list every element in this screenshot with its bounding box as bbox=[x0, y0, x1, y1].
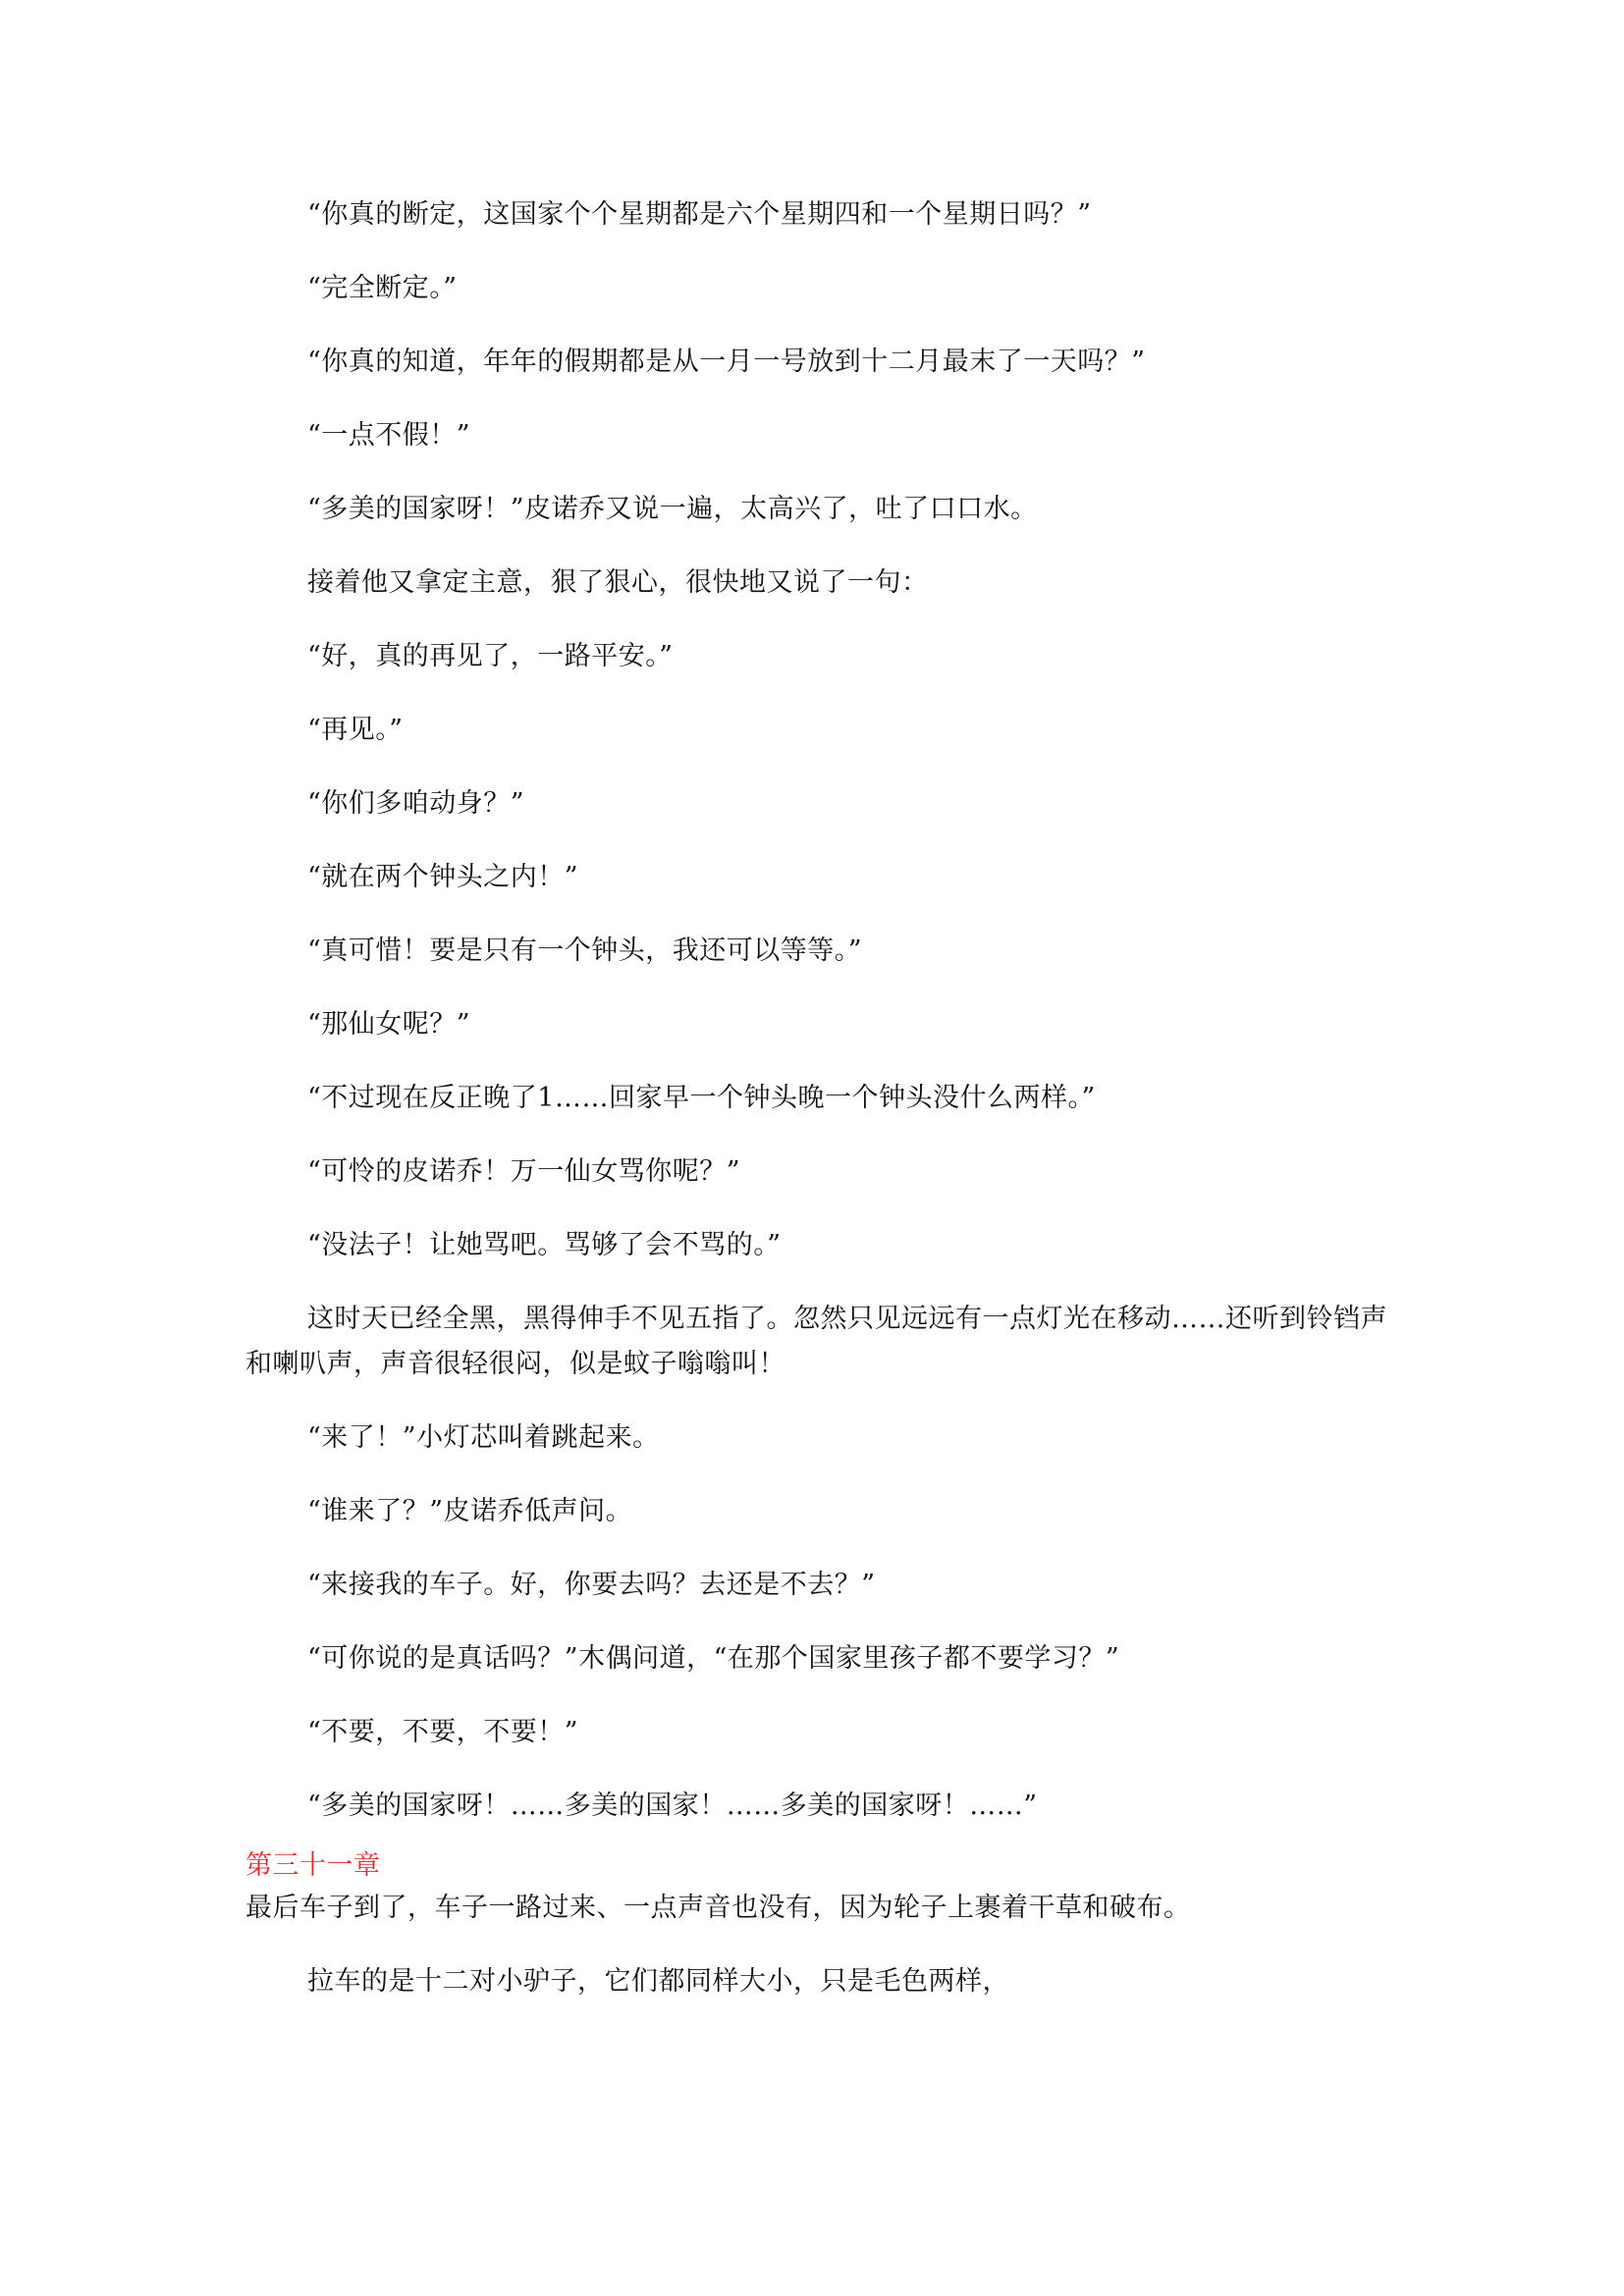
paragraph: “可怜的皮诺乔！万一仙女骂你呢？” bbox=[307, 1156, 741, 1187]
document-body bbox=[245, 192, 1394, 2033]
chapter-first-line: 最后车子到了，车子一路过来、一点声音也没有，因为轮子上裹着干草和破布。 bbox=[245, 1893, 1191, 1923]
paragraph: “来接我的车子。好，你要去吗？去还是不去？” bbox=[307, 1570, 876, 1600]
paragraph: “就在两个钟头之内！” bbox=[307, 862, 579, 892]
paragraph: 接着他又拿定主意，狠了狠心，很快地又说了一句： bbox=[307, 567, 929, 598]
paragraph: “谁来了？”皮诺乔低声问。 bbox=[307, 1496, 633, 1526]
paragraph: “那仙女呢？” bbox=[307, 1009, 471, 1040]
paragraph: “再见。” bbox=[307, 715, 404, 745]
paragraph: “没法子！让她骂吧。骂够了会不骂的。” bbox=[307, 1230, 782, 1260]
paragraph: “一点不假！” bbox=[307, 420, 471, 451]
paragraph: “不要，不要，不要！” bbox=[307, 1717, 579, 1747]
paragraph: “真可惜！要是只有一个钟头，我还可以等等。” bbox=[307, 935, 863, 966]
paragraph: “好，真的再见了，一路平安。” bbox=[307, 641, 674, 671]
paragraph: “你真的知道，年年的假期都是从一月一号放到十二月最末了一天吗？” bbox=[307, 347, 1146, 377]
chapter-heading: 第三十一章 bbox=[245, 1850, 381, 1881]
paragraph: “完全断定。” bbox=[307, 273, 458, 303]
paragraph: “多美的国家呀！……多美的国家！……多美的国家呀！……” bbox=[307, 1790, 1038, 1821]
paragraph: 这时天已经全黑，黑得伸手不见五指了。忽然只见远远有一点灯光在移动……还听到铃铛声和喇叭声，声音很轻很闷，似是蚊子嗡嗡叫！ bbox=[245, 1304, 1387, 1379]
paragraph: “来了！”小灯芯叫着跳起来。 bbox=[307, 1422, 660, 1453]
paragraph: “你们多咱动身？” bbox=[307, 788, 525, 819]
paragraph: “不过现在反正晚了1……回家早一个钟头晚一个钟头没什么两样。” bbox=[307, 1083, 1096, 1113]
paragraph: “你真的断定，这国家个个星期都是六个星期四和一个星期日吗？” bbox=[307, 199, 1092, 230]
paragraph: “可你说的是真话吗？”木偶问道，“在那个国家里孩子都不要学习？” bbox=[307, 1643, 1120, 1674]
paragraph: 拉车的是十二对小驴子，它们都同样大小，只是毛色两样， bbox=[307, 1966, 1009, 1997]
paragraph: “多美的国家呀！”皮诺乔又说一遍，太高兴了，吐了口口水。 bbox=[307, 494, 1038, 524]
